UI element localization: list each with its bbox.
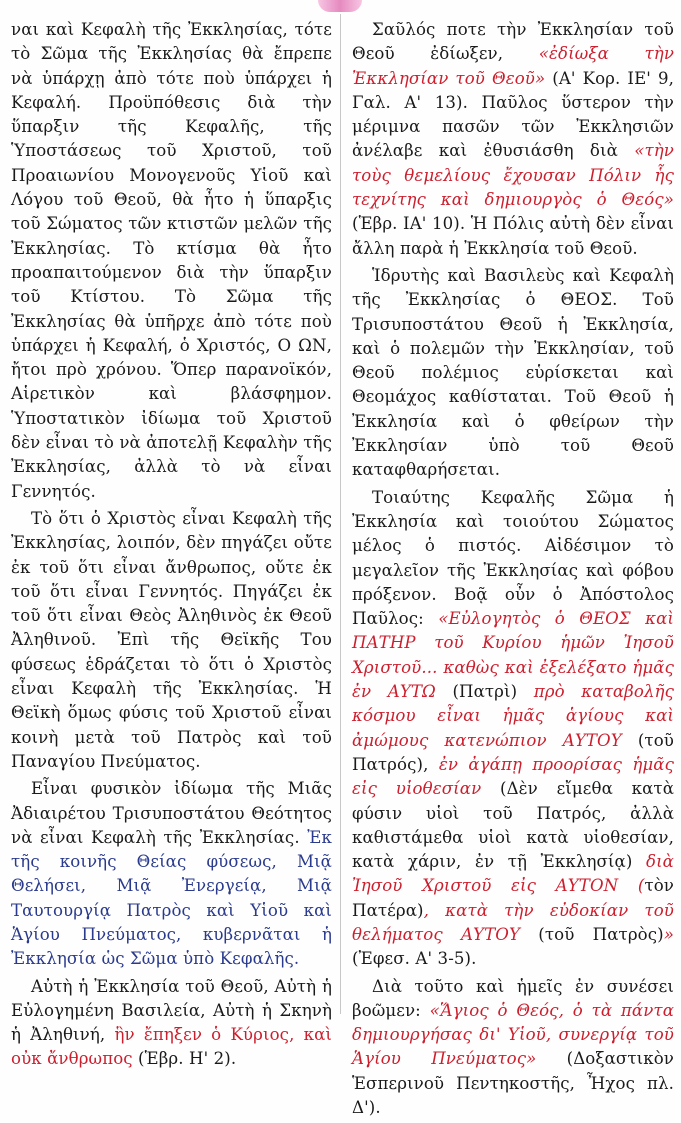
scripture-quote: «ἐδίωξα τὴν Ἐκκλησίαν τοῦ Θεοῦ»: [352, 44, 675, 88]
scripture-quote: ἐν ἀγάπῃ προορίσας ἡμᾶς εἰς υἱοθεσίαν: [352, 754, 675, 799]
paragraph: [352, 18, 674, 261]
text-span: (Πατρὶ): [435, 682, 534, 702]
text-span: (τοῦ Πατρὸς): [520, 924, 664, 944]
right-column: [352, 18, 674, 1123]
column-divider: [340, 14, 341, 1014]
citation: (Ἑβρ. Η' 2).: [132, 1049, 237, 1069]
text-span: Σαῦλός ποτε τὴν Ἐκκλησίαν τοῦ Θεοῦ ἐδίωξεν,: [352, 20, 674, 64]
text-span: Διὰ τοῦτο καὶ ἡμεῖς ἐν συνέσει βοῶμεν:: [352, 976, 674, 1020]
scripture-quote: «τὴν τοὺς θεμελίους ἔχουσαν Πόλιν ἧς τεχνίτης καὶ δημιουργὸς ὁ Θεός»: [352, 141, 674, 210]
scripture-quote: διὰ Ἰησοῦ Χριστοῦ εἰς ΑΥΤΟΝ (: [352, 852, 674, 896]
text-span: Αὐτὴ ἡ Ἐκκλησία τοῦ Θεοῦ, Αὐτὴ ἡ Εὐλογημένη Βασιλεία, Αὐτὴ ἡ Σκηνὴ ἡ Ἀληθινή,: [11, 976, 332, 1045]
paragraph: Τὸ ὅτι ὁ Χριστὸς εἶναι Κεφαλὴ τῆς Ἐκκλησίας, λοιπόν, δὲν πηγάζει οὔτε ἐκ τοῦ ὅτι εἶναι ἄνθρωπος, οὔτε ἐκ τοῦ ὅτι εἶναι Γεννητός. Πηγάζει ἐκ τοῦ ὅτι εἶναι Θεὸς Ἀληθινὸς ἐκ Θεοῦ Ἀληθινοῦ. Ἐπὶ τῆς Θεϊκῆς Του φύσεως ἑδράζεται τὸ ὅτι ὁ Χριστὸς εἶναι Κεφαλὴ τῆς Ἐκκλησίας. Ἡ Θεϊκὴ ὅμως φύσις τοῦ Χριστοῦ εἶναι κοινὴ μετὰ τοῦ Πατρὸς καὶ τοῦ Παναγίου Πνεύματος.: [11, 508, 332, 771]
highlighted-text: Ἐκ τῆς κοινῆς Θείας φύσεως, Μιᾷ Θελήσει, Μιᾷ Ἐνεργείᾳ, Μιᾷ Ταυτουργίᾳ Πατρὸς καὶ Υἱοῦ καὶ Ἁγίου Πνεύματος, κυβερνᾶται ἡ Ἐκκλησία ὡς Σῶμα ὑπὸ Κεφαλῆς.: [11, 827, 332, 969]
scripture-quote: ἣν ἔπηξεν ὁ Κύριος, καὶ οὐκ ἄνθρωπος: [11, 1025, 332, 1069]
scripture-quote: »: [663, 924, 674, 944]
text-span: Εἶναι φυσικὸν ἰδίωμα τῆς Μιᾶς Ἀδιαιρέτου Τρισυποστάτου Θεότητος νὰ εἶναι Κεφαλὴ τῆς Ἐκκλησίας.: [11, 779, 332, 847]
scripture-quote: πρὸ καταβολῆς κόσμου εἶναι ἡμᾶς ἁγίους καὶ ἀμώμους κατενώπιον ΑΥΤΟΥ: [352, 682, 674, 750]
paragraph: [352, 486, 674, 972]
citation: (Ἐφεσ. Α' 3-5).: [352, 949, 477, 969]
citation: (Ἑβρ. ΙΑ' 10). Ἡ Πόλις αὐτὴ δὲν εἶναι ἄλλη παρὰ ἡ Ἐκκλησία τοῦ Θεοῦ.: [352, 214, 674, 258]
top-ornament: [318, 0, 362, 12]
scripture-quote: «Εὐλογητὸς ὁ ΘΕΟΣ καὶ ΠΑΤΗΡ τοῦ Κυρίου ἡμῶν Ἰησοῦ Χριστοῦ... καθὼς καὶ ἐξελέξατο ἡμᾶς ἐν ΑΥΤΩ: [352, 609, 674, 702]
scripture-quote: , κατὰ τὴν εὐδοκίαν τοῦ θελήματος ΑΥΤΟΥ: [352, 900, 674, 944]
paragraph: [11, 777, 332, 971]
text-span: (Δὲν εἴμεθα κατὰ φύσιν υἱοὶ τοῦ Πατρός, ἀλλὰ καθιστάμεθα υἱοὶ κατὰ υἱοθεσίαν, κατὰ χάριν, ἐν τῇ Ἐκκλησίᾳ): [352, 779, 674, 872]
citation: (Α' Κορ. ΙΕ' 9, Γαλ. Α' 13). Παῦλος ὕστερον τὴν μέριμνα πασῶν τῶν Ἐκκλησιῶν ἀνέλαβε καὶ ἐθυσιάσθη διὰ: [352, 68, 674, 161]
paragraph: [11, 975, 332, 1072]
citation: (Δοξαστικὸν Ἑσπερινοῦ Πεντηκοστῆς, Ἦχος πλ. Δ').: [352, 1049, 674, 1118]
left-column: [11, 18, 332, 1075]
text-span: (τοῦ Πατρός),: [352, 730, 674, 774]
paragraph: Ἱδρυτὴς καὶ Βασιλεὺς καὶ Κεφαλὴ τῆς Ἐκκλησίας ὁ ΘΕΟΣ. Τοῦ Τρισυποστάτου Θεοῦ ἡ Ἐκκλησία, καὶ ὁ πολεμῶν τὴν Ἐκκλησίαν, τοῦ Θεοῦ πολέμιος εὑρίσκεται καὶ Θεομάχος καθίσταται. Τοῦ Θεοῦ ἡ Ἐκκλησία καὶ ὁ φθείρων τὴν Ἐκκλησίαν ὑπὸ τοῦ Θεοῦ καταφθαρήσεται.: [352, 265, 674, 480]
scripture-quote: «Ἅγιος ὁ Θεός, ὁ τὰ πάντα δημιουργήσας δι' Υἱοῦ, συνεργίᾳ τοῦ Ἁγίου Πνεύματος»: [352, 1000, 674, 1069]
paragraph: ναι καὶ Κεφαλὴ τῆς Ἐκκλησίας, τότε τὸ Σῶμα τῆς Ἐκκλησίας θὰ ἔπρεπε νὰ ὑπάρχῃ ἀπὸ τότε ποὺ ὑπάρχει ἡ Κεφαλή. Προϋπόθεσις διὰ τὴν ὕπαρξιν τῆς Κεφαλῆς, τῆς Ὑποστάσεως τοῦ Χριστοῦ, τοῦ Προαιωνίου Μονογενοῦς Υἱοῦ καὶ Λόγου τοῦ Θεοῦ, θὰ ἦτο ἡ ὕπαρξις τοῦ Σώματος τῶν κτιστῶν μελῶν τῆς Ἐκκλησίας. Τὸ κτίσμα θὰ ἦτο προαπαιτούμενον διὰ τὴν ὕπαρξιν τοῦ Κτίστου. Τὸ Σῶμα τῆς Ἐκκλησίας θὰ ὑπῆρχε ἀπὸ τότε ποὺ ὑπάρχει ἡ Κεφαλή, ὁ Χριστός, Ο ΩΝ, ἤτοι πρὸ χρόνου. Ὅπερ παρανοϊκόν, Αἱρετικὸν καὶ βλάσφημον. Ὑποστατικὸν ἰδίωμα τοῦ Χριστοῦ δὲν εἶναι τὸ νὰ ἀποτελῇ Κεφαλὴν τῆς Ἐκκλησίας, ἀλλὰ τὸ νὰ εἶναι Γεννητός.: [11, 20, 332, 501]
text-span: τὸν Πατέρα): [352, 876, 674, 920]
paragraph: [352, 975, 674, 1121]
text-span: Τοιαύτης Κεφαλῆς Σῶμα ἡ Ἐκκλησία καὶ τοιούτου Σώματος μέλος ὁ πιστός. Αἰδέσιμον τὸ μεγαλεῖον τῆς Ἐκκλησίας καὶ φόβου πρόξενον. Βοᾷ οὖν ὁ Ἀπόστολος Παῦλος:: [352, 487, 674, 629]
